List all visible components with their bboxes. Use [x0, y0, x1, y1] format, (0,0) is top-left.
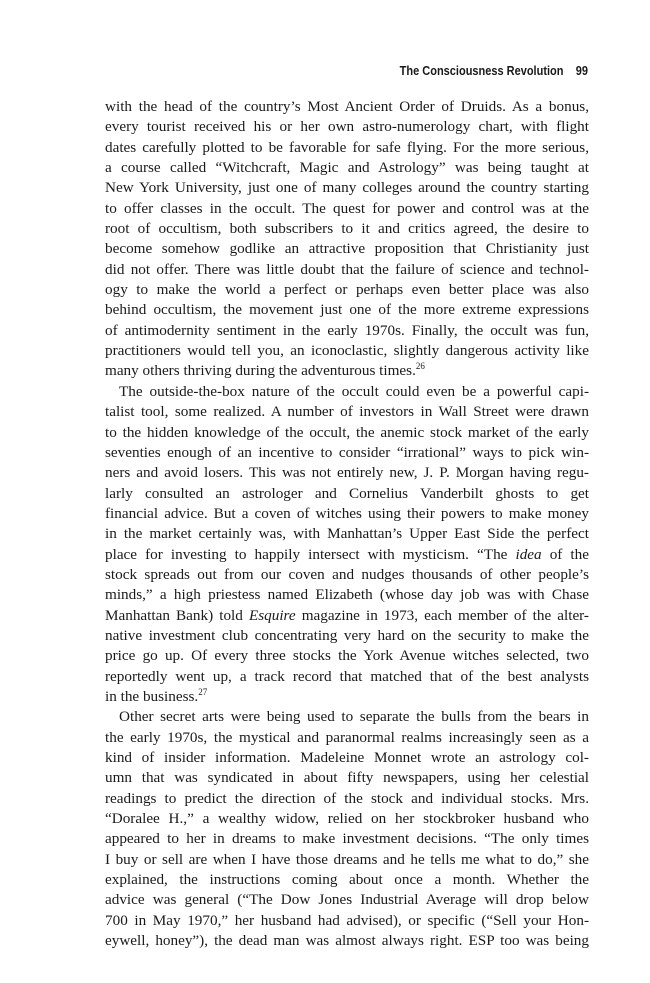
text-line: New York University, just one of many colleges around the country starting — [105, 179, 589, 197]
page-number: 99 — [575, 64, 588, 78]
text-line: Other secret arts were being used to separate the bulls from the bears in — [119, 708, 589, 726]
text-line: ners and avoid losers. This was not entirely new, J. P. Morgan having regu- — [105, 464, 589, 482]
footnote-marker: 26 — [415, 361, 425, 372]
text-line: stock spreads out from our coven and nudges thousands of other people’s — [105, 565, 589, 583]
running-title: The Consciousness Revolution — [399, 64, 564, 78]
text-line: behind occultism, the movement just one of the more extreme expressions — [105, 301, 589, 319]
italic-word: Esquire — [248, 606, 296, 624]
text-line: reportedly went up, a track record that matched that of the best analysts — [105, 667, 589, 685]
text-line — [105, 361, 589, 381]
text-line: ogy to make the world a perfect or perhaps even better place was also — [105, 281, 589, 299]
text-line: appeared to her in dreams to make investment decisions. “The only times — [105, 830, 589, 848]
text-line: financial advice. But a coven of witches using their powers to make money — [105, 504, 589, 522]
text-line: I buy or sell are when I have those dreams and he tells me what to do,” she — [105, 850, 589, 868]
text-line: to offer classes in the occult. The quest for power and control was at the — [105, 199, 589, 217]
text-line: The outside-the-box nature of the occult could even be a powerful capi- — [119, 382, 589, 400]
footnote-marker: 27 — [198, 686, 208, 697]
text-line: of antimodernity sentiment in the early 1970s. Finally, the occult was fun, — [105, 321, 589, 339]
text-line: explained, the instructions coming about once a month. Whether the — [105, 871, 589, 889]
paragraph-2 — [105, 382, 589, 708]
text-segment: in the business. — [105, 687, 199, 705]
text-line: price go up. Of every three stocks the York Avenue witches selected, two — [105, 647, 589, 665]
text-line: talist tool, some realized. A number of investors in Wall Street were drawn — [105, 403, 589, 421]
text-line — [105, 545, 589, 565]
text-segment: Manhattan Bank) told — [105, 606, 249, 624]
text-line: a course called “Witchcraft, Magic and Astrology” was being taught at — [105, 159, 589, 177]
italic-word: idea — [515, 545, 542, 563]
text-line: every tourist received his or her own astro-numerology chart, with flight — [105, 118, 589, 136]
text-line: root of occultism, both subscribers to it and critics agreed, the desire to — [105, 220, 589, 238]
text-line: “Doralee H.,” a wealthy widow, relied on her stockbroker husband who — [105, 810, 589, 828]
text-line — [105, 606, 589, 626]
text-segment: place for investing to happily intersect with mysticism. “The — [105, 545, 516, 563]
text-segment: magazine in 1973, each member of the alter- — [295, 606, 589, 624]
text-line: eywell, honey”), the dead man was almost always right. ESP too was being — [105, 932, 589, 950]
paragraph-3 — [105, 707, 589, 951]
text-line: 700 in May 1970,” her husband had advised), or specific (“Sell your Hon- — [105, 911, 589, 929]
text-line: dates carefully plotted to be favorable for safe flying. For the more serious, — [105, 138, 589, 156]
text-line: to the hidden knowledge of the occult, the anemic stock market of the early — [105, 423, 589, 441]
text-line: did not offer. There was little doubt that the failure of science and technol- — [105, 260, 589, 278]
text-line — [105, 687, 589, 707]
paragraph-1 — [105, 97, 589, 382]
text-line: native investment club concentrating very hard on the security to make the — [105, 626, 589, 644]
text-line: readings to predict the direction of the stock and individual stocks. Mrs. — [105, 789, 589, 807]
body-text — [105, 97, 589, 951]
text-line: kind of insider information. Madeleine Monnet wrote an astrology col- — [105, 749, 589, 766]
running-head — [400, 64, 588, 78]
text-line: become somehow godlike an attractive proposition that Christianity just — [105, 240, 589, 258]
text-segment: many others thriving during the adventurous times. — [105, 362, 416, 380]
text-line: minds,” a high priestess named Elizabeth (whose day job was with Chase — [105, 586, 589, 604]
text-line: in the market certainly was, with Manhattan’s Upper East Side the perfect — [105, 525, 589, 543]
text-line: seventies enough of an incentive to consider “irrational” ways to pick win- — [105, 443, 589, 461]
text-line: umn that was syndicated in about fifty newspapers, using her celestial — [105, 769, 589, 787]
text-line: larly consulted an astrologer and Cornelius Vanderbilt ghosts to get — [105, 484, 589, 502]
text-line: practitioners would tell you, an iconoclastic, slightly dangerous activity like — [105, 342, 589, 360]
text-segment: of the — [541, 545, 589, 563]
text-line: advice was general (“The Dow Jones Industrial Average will drop below — [105, 891, 589, 909]
text-line: the early 1970s, the mystical and paranormal realms increasingly seen as a — [105, 728, 589, 746]
text-line: with the head of the country’s Most Ancient Order of Druids. As a bonus, — [105, 98, 589, 115]
